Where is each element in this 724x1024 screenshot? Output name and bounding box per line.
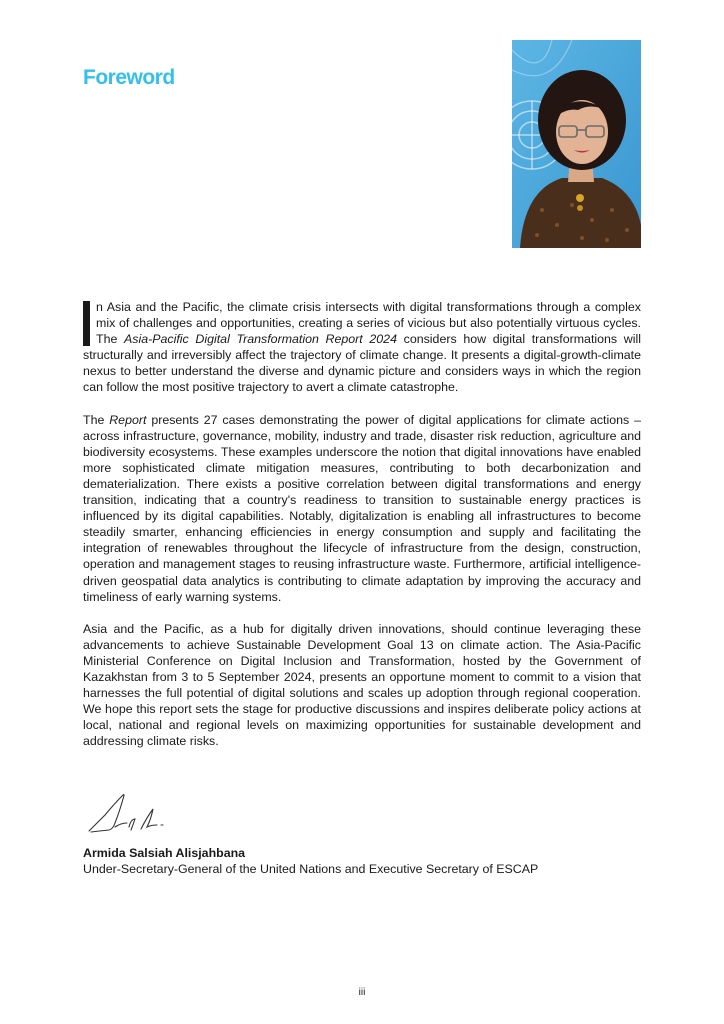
report-title-short: Report (109, 412, 147, 427)
signature (85, 783, 185, 838)
signatory-name: Armida Salsiah Alisjahbana (83, 846, 246, 860)
paragraph-2: The Report presents 27 cases demonstrating the power of digital applications for climate actions – across infrastructure, governance, mobility, industry and trade, disaster risk reduction, agriculture and biodiversity ecosystems. These examples underscore the notion that digital innovations have enabled more sophisticated climate mitigation measures, contributing to both decarbonization and dematerialization. There exists a positive correlation between digital transformations and energy transition, indicating that a country's readiness to transition to sustainable energy practices is influenced by its digital capabilities. Notably, digitalization is enabling all infrastructures to become steadily smarter, enhancing efficiencies in energy consumption and supply and facilitating the integration of renewables throughout the lifecycle of infrastructure from the design, construction, operation and management stages to reusing infrastructure waste. Furthermore, artificial intelligence-driven geospatial data analytics is contributing to climate adaptation by improving the accuracy and timeliness of early warning systems. (83, 412, 642, 604)
page-title: Foreword (83, 66, 175, 89)
report-title: Asia-Pacific Digital Transformation Report 2024 (124, 332, 397, 347)
foreword-body (83, 299, 641, 765)
page-number: iii (358, 987, 366, 998)
portrait-photo (512, 40, 641, 248)
drop-cap-i (83, 301, 90, 346)
signatory-title: Under-Secretary-General of the United Nations and Executive Secretary of ESCAP (83, 862, 539, 876)
paragraph-1: n Asia and the Pacific, the climate crisis intersects with digital transformations through a complex mix of challenges and opportunities, creating a series of vicious but also potentially virtuous cycles. The Asia-Pacific Digital Transformation Report 2024 considers how digital transformations will structurally and irreversibly affect the trajectory of climate change. It presents a digital-growth-climate nexus to better understand the diverse and dynamic picture and considers ways in which the region can follow the most positive trajectory to avert a climate catastrophe. (83, 300, 641, 395)
paragraph-3: Asia and the Pacific, as a hub for digitally driven innovations, should continue leveraging these advancements to achieve Sustainable Development Goal 13 on climate action. The Asia-Pacific Ministerial Conference on Digital Inclusion and Transformation, hosted by the Government of Kazakhstan from 3 to 5 September 2024, presents an opportune moment to commit to a vision that harnesses the full potential of digital solutions and scales up adoption through regional cooperation. We hope this report sets the stage for productive discussions and inspires deliberate policy actions at local, national and regional levels on maximizing opportunities for sustainable development and addressing climate risks. (83, 621, 641, 749)
